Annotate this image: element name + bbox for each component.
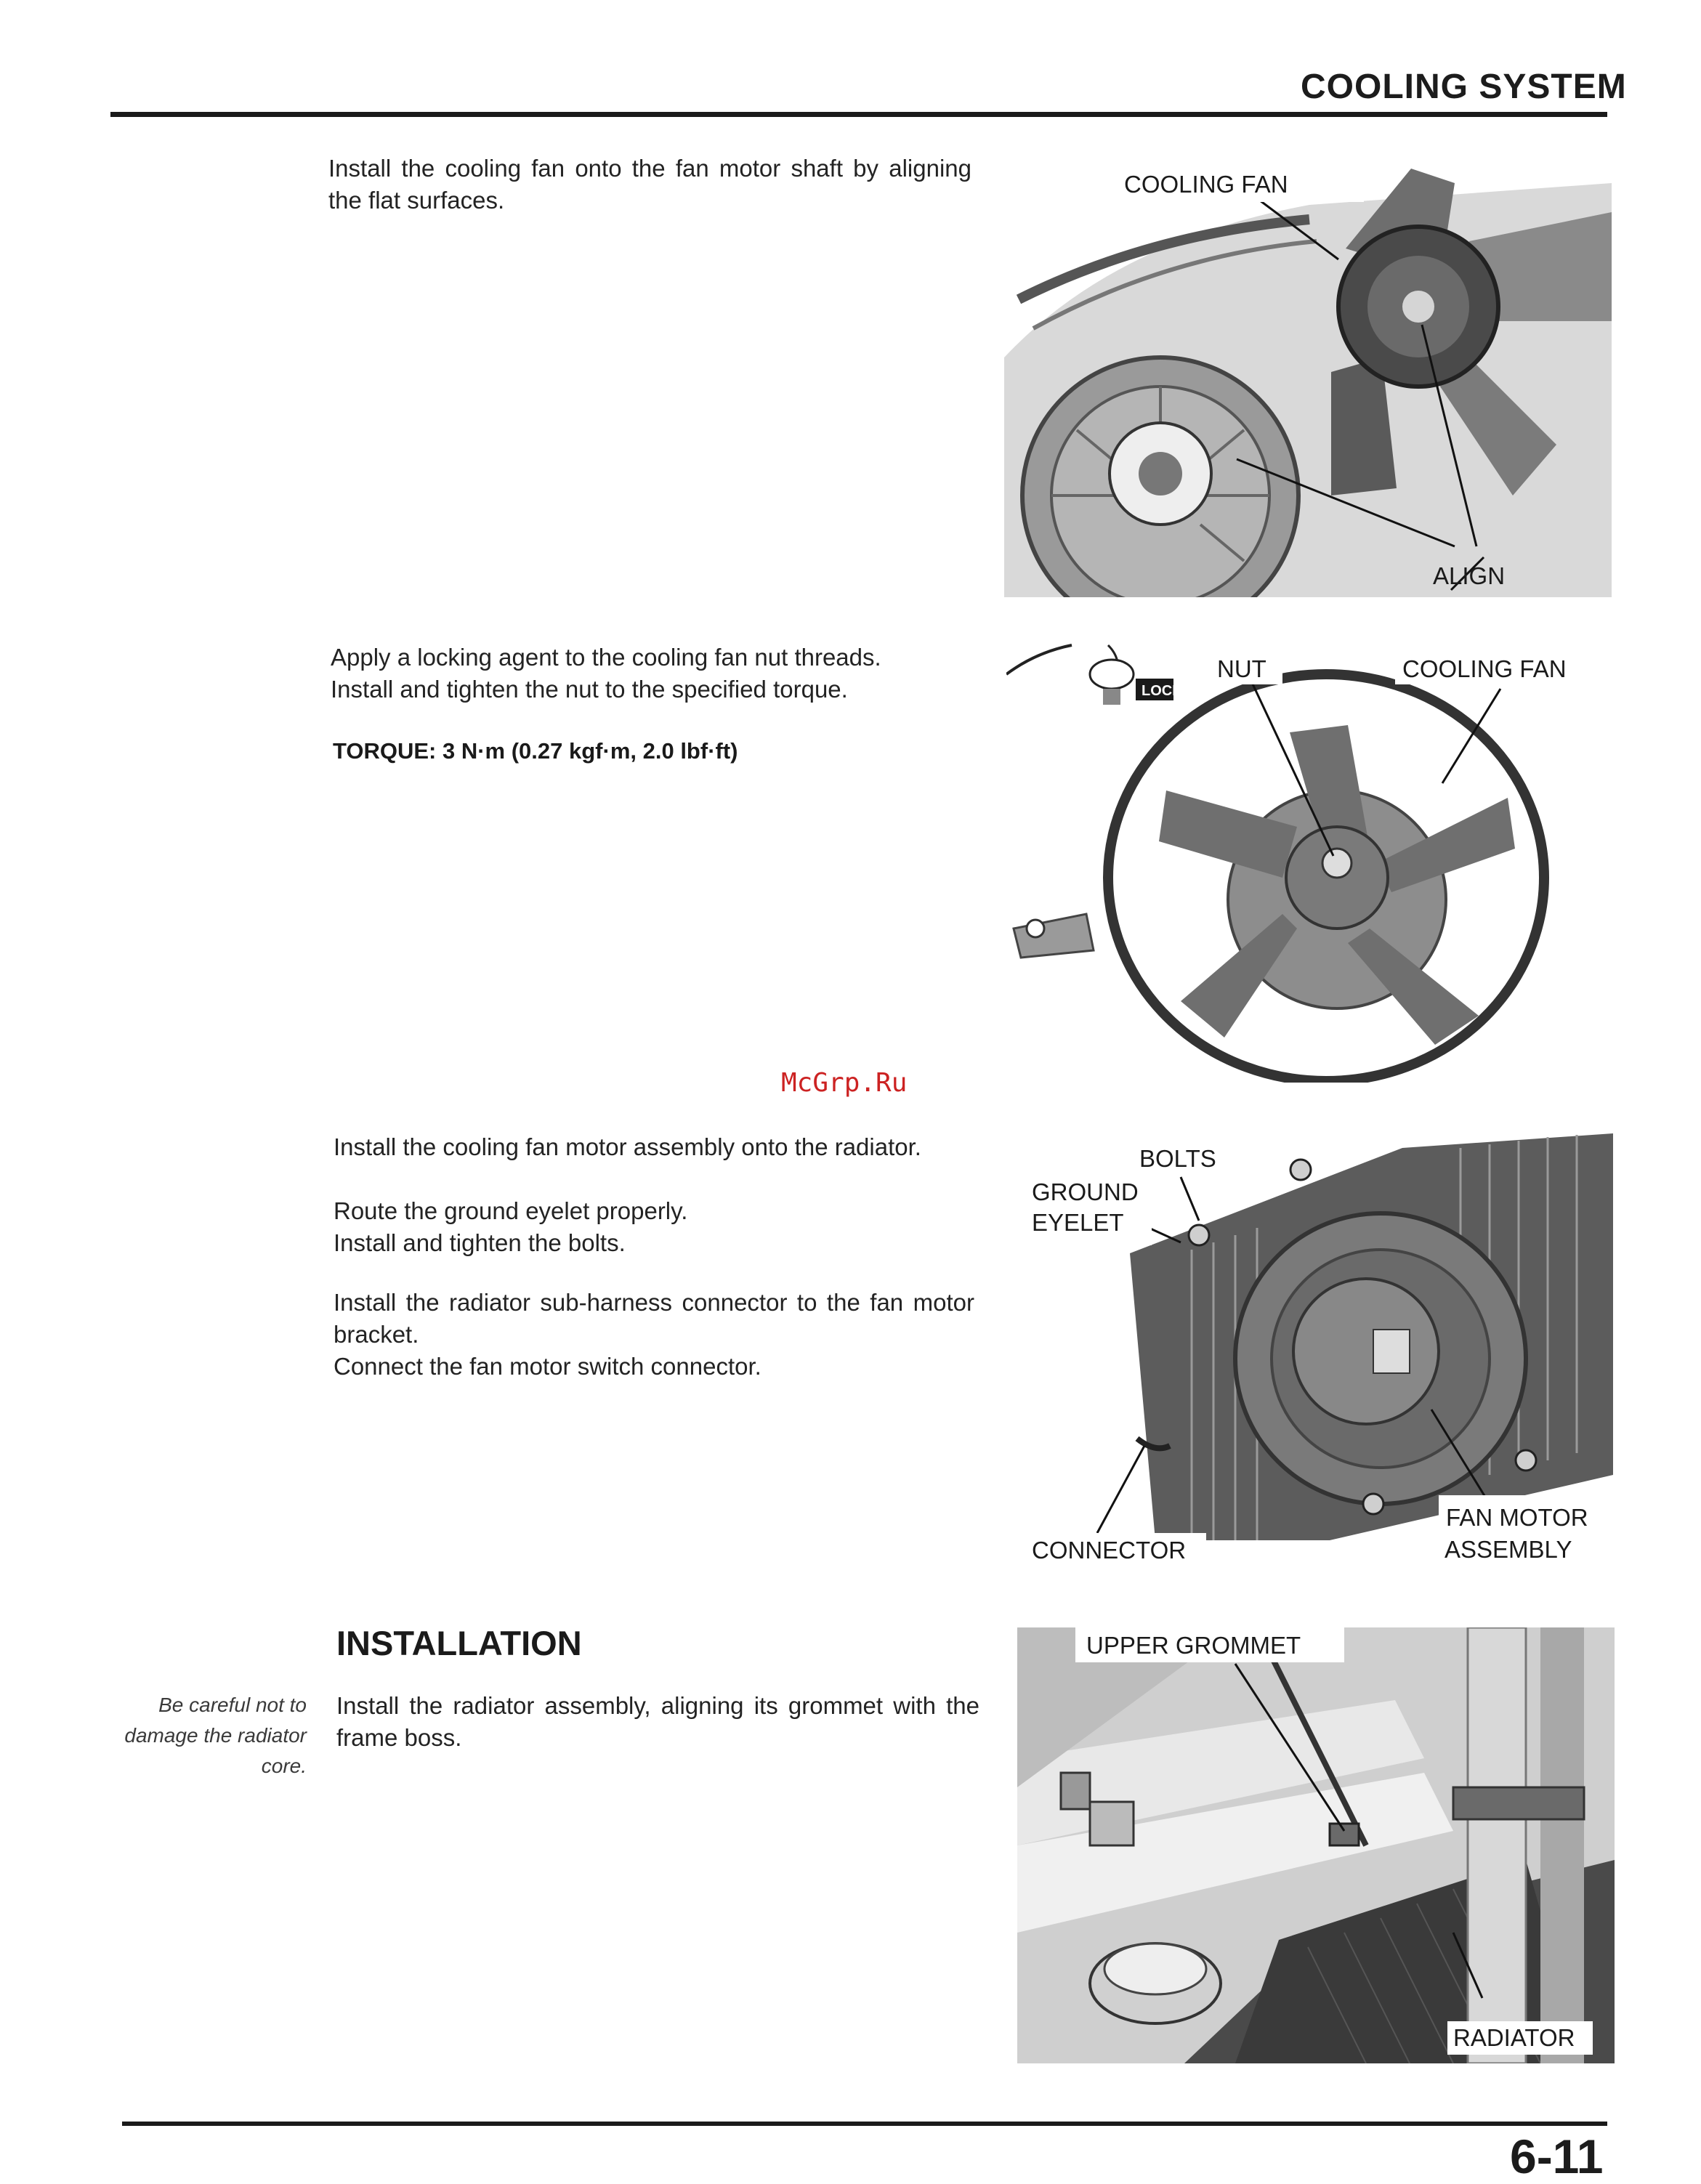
section-title: COOLING SYSTEM xyxy=(1301,68,1627,106)
cooling-fan-label: COOLING FAN xyxy=(1124,171,1288,198)
installation-heading: INSTALLATION xyxy=(336,1624,582,1662)
nut-label: NUT xyxy=(1217,655,1266,682)
page-number: 6-11 xyxy=(1510,2130,1604,2183)
step3-text-line4: Install the radiator sub-harness connector to the fan motor bracket. xyxy=(334,1289,974,1348)
footer-rule xyxy=(122,2122,1607,2126)
eyelet-label: EYELET xyxy=(1032,1209,1124,1236)
radiator-installation-photo xyxy=(1017,1627,1615,2063)
fan-motor-label: FAN MOTOR xyxy=(1446,1504,1588,1531)
ground-label: GROUND xyxy=(1032,1178,1139,1205)
cooling-fan-align-photo xyxy=(1004,154,1612,597)
side-note: Be careful not to damage the radiator core. xyxy=(124,1694,307,1777)
step2-text-line1: Apply a locking agent to the cooling fan nut threads. xyxy=(331,644,881,671)
fan-motor-radiator-photo xyxy=(1025,1133,1613,1577)
connector-label: CONNECTOR xyxy=(1032,1537,1187,1564)
assembly-label: ASSEMBLY xyxy=(1445,1536,1572,1563)
bolts-label: BOLTS xyxy=(1139,1145,1216,1172)
step3-text-line2: Route the ground eyelet properly. xyxy=(334,1197,688,1224)
cooling-fan-nut-photo xyxy=(1006,638,1613,1083)
cooling-fan-label-2: COOLING FAN xyxy=(1402,655,1567,682)
step3-text-line5: Connect the fan motor switch connector. xyxy=(334,1353,761,1380)
step3-text-line1: Install the cooling fan motor assembly onto the radiator. xyxy=(334,1133,921,1160)
step3-text-line3: Install and tighten the bolts. xyxy=(334,1229,626,1256)
step2-text-line2: Install and tighten the nut to the specified torque. xyxy=(331,676,848,703)
align-label: ALIGN xyxy=(1433,562,1506,589)
header-rule xyxy=(110,112,1607,117)
installation-text: Install the radiator assembly, aligning its grommet with the frame boss. xyxy=(336,1692,979,1751)
lock-badge-label: LOCK xyxy=(1142,683,1183,699)
upper-grommet-label: UPPER GROMMET xyxy=(1086,1632,1301,1659)
step1-text: Install the cooling fan onto the fan motor shaft by aligning the flat surfaces. xyxy=(328,155,971,214)
radiator-label: RADIATOR xyxy=(1453,2024,1575,2051)
watermark: McGrp.Ru xyxy=(781,1068,908,1098)
torque-spec: TORQUE: 3 N·m (0.27 kgf·m, 2.0 lbf·ft) xyxy=(333,738,738,764)
